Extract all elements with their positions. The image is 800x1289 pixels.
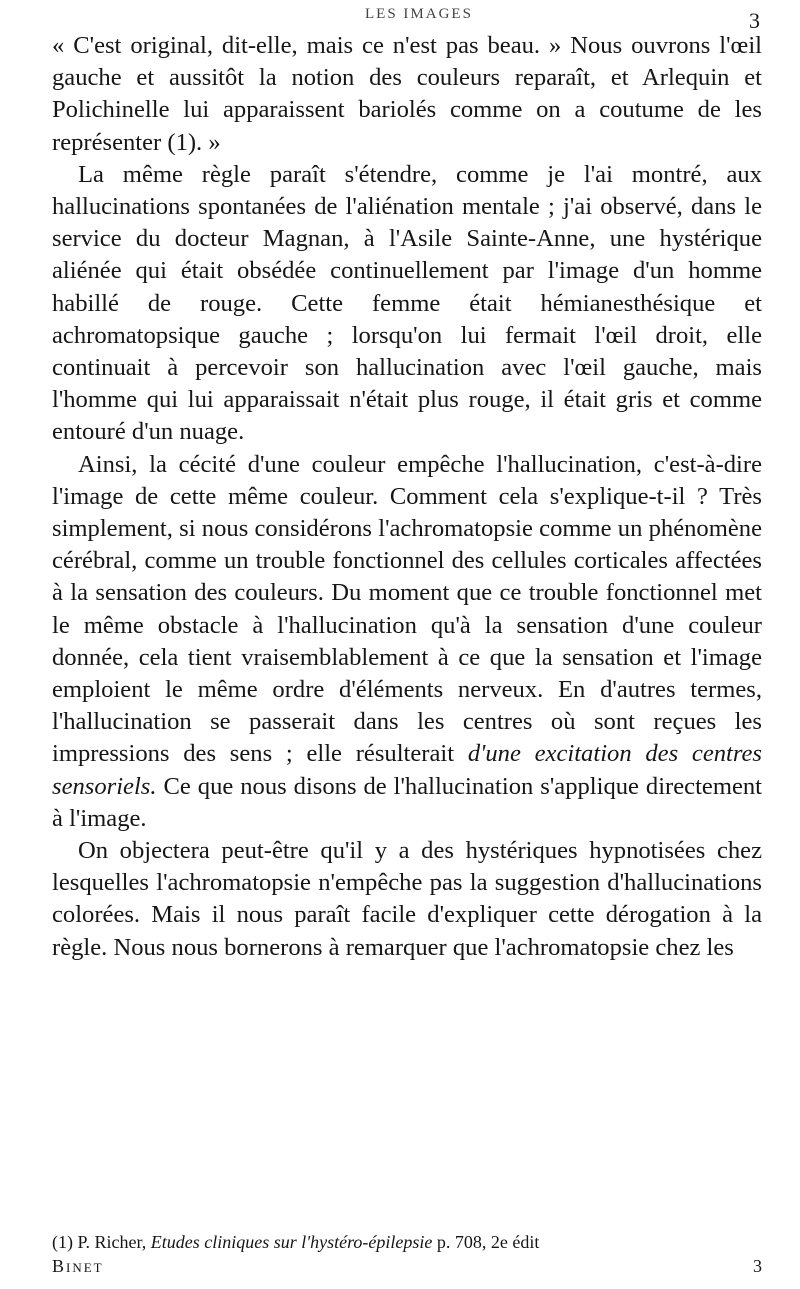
paragraph-3-text: Ainsi, la cécité d'une couleur empêche l'hallucination, c'est-à-dire l'image de cette même couleur. Comment cela s'explique-t-il ? Très simplement, si nous considérons l'achromatopsie comme un phénomène cérébral, comme un trouble fonctionnel des cellules corticales affectées à la sensation des couleurs. Du moment que ce trouble fonctionnel met le même obstacle à l'hallucination qu'à la sensation d'une couleur donnée, cela tient vraisemblablement à ce que la sensation et l'image emploient le même ordre d'éléments nerveux. En d'autres termes, l'hallucination se passerait dans les centres où sont reçues les impressions des sens ; elle résulterait	[52, 450, 762, 768]
signature-name: Binet	[52, 1256, 104, 1276]
page-number: 3	[749, 8, 760, 33]
signature-line	[52, 1256, 762, 1282]
paragraph-2: La même règle paraît s'étendre, comme je l'ai montré, aux hallucinations spontanées de l'aliénation mentale ; j'ai observé, dans le service du docteur Magnan, à l'Asile Sainte-Anne, une hystérique aliénée qui était obsédée continuellement par l'image d'un homme habillé de rouge. Cette femme était hémianesthésique et achromatopsique gauche ; lorsqu'on lui fermait l'œil droit, elle continuait à percevoir son hallucination avec l'œil gauche, mais l'homme qui lui apparaissait n'était plus rouge, il était gris et comme entouré d'un nuage.	[52, 160, 762, 446]
footnote-rest: p. 708, 2e édit	[436, 1232, 540, 1252]
paragraph-4: On objectera peut-être qu'il y a des hystériques hypnotisées chez lesquelles l'achromatopsie n'empêche pas la suggestion d'hallucinations colorées. Mais il nous paraît facile d'expliquer cette dérogation à la règle. Nous nous bornerons à remarquer que l'achromatopsie chez les	[52, 837, 762, 961]
footnote-title: Etudes cliniques sur l'hystéro-épilepsie	[150, 1232, 433, 1252]
paragraph-3-italic: d'une excitation des centres sensoriels.	[52, 740, 763, 800]
paragraph-3	[52, 449, 762, 835]
body-text	[52, 30, 762, 964]
paragraph-1: « C'est original, dit-elle, mais ce n'est pas beau. » Nous ouvrons l'œil gauche et aussitôt la notion des couleurs reparaît, et Arlequin et Polichinelle lui apparaissent bariolés comme on a coutume de les représenter (1). »	[52, 32, 762, 156]
running-title: LES IMAGES	[365, 6, 473, 22]
signature-mark: 3	[753, 1256, 762, 1276]
footnote	[52, 1231, 762, 1253]
paragraph-3-tail: Ce que nous disons de l'hallucination s'applique directement à l'image.	[52, 772, 762, 832]
footnote-marker: (1) P. Richer,	[52, 1232, 147, 1252]
running-head	[60, 6, 760, 33]
